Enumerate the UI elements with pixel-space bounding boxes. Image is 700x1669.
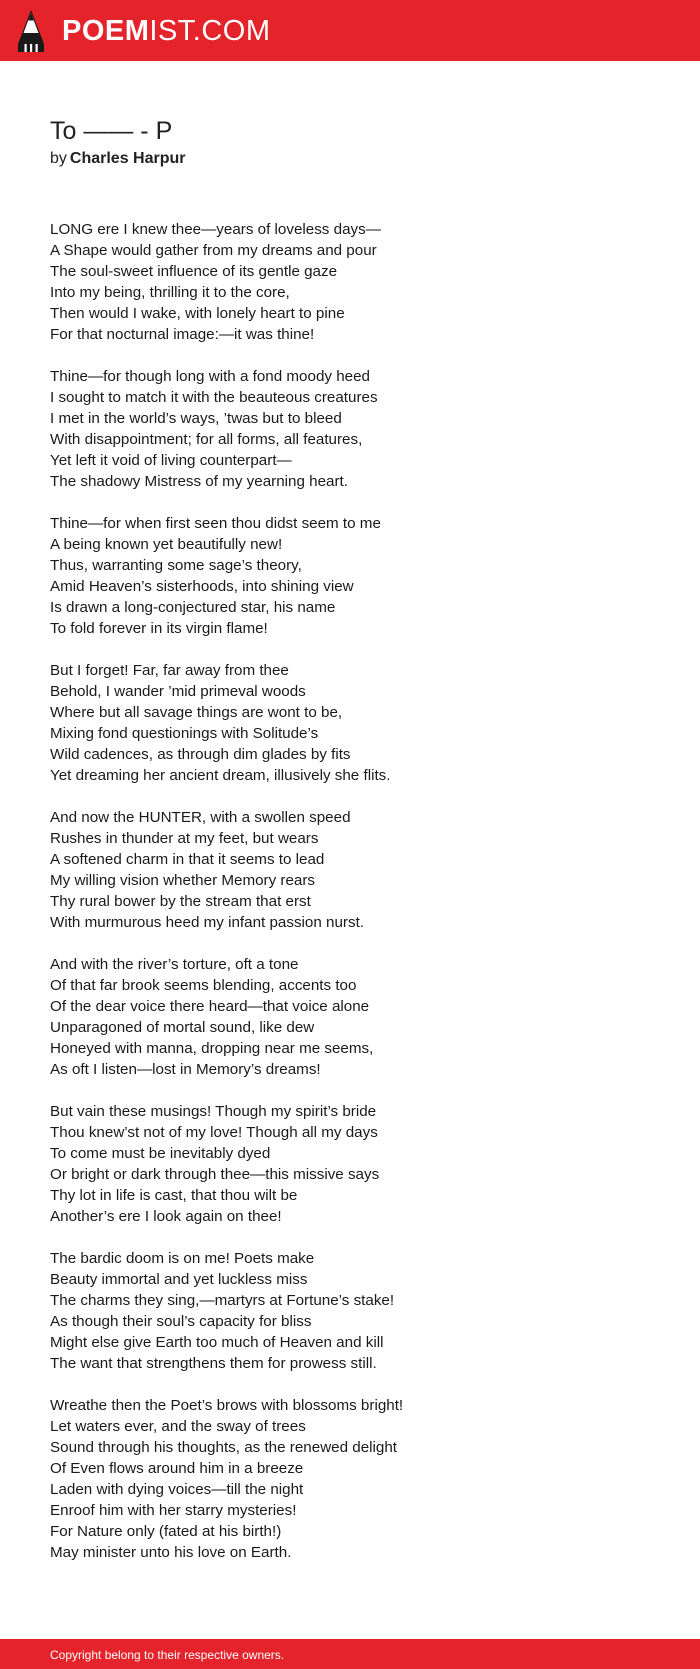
pencil-icon <box>18 10 44 52</box>
poem-body <box>50 219 650 1584</box>
poem-line: Thine—for though long with a fond moody heed <box>50 368 370 385</box>
poem-line: I sought to match it with the beauteous creatures <box>50 389 378 406</box>
poem-line: For that nocturnal image:—it was thine! <box>50 326 315 343</box>
poem-line: For Nature only (fated at his birth!) <box>50 1523 282 1540</box>
poem-line: May minister unto his love on Earth. <box>50 1544 292 1561</box>
poem-line: Unparagoned of mortal sound, like dew <box>50 1019 315 1036</box>
poem-line: Enroof him with her starry mysteries! <box>50 1502 297 1519</box>
logo-wordmark-light: IST.COM <box>149 14 271 47</box>
poem-stanza <box>50 1248 650 1374</box>
poem-stanza <box>50 954 650 1080</box>
poem-line: The shadowy Mistress of my yearning heart. <box>50 473 348 490</box>
poem-line: To come must be inevitably dyed <box>50 1145 271 1162</box>
by-label: by <box>50 150 67 167</box>
poem-line: I met in the world’s ways, ’twas but to bleed <box>50 410 342 427</box>
poem-line: Of that far brook seems blending, accents too <box>50 977 357 994</box>
poem-line: Thy lot in life is cast, that thou wilt be <box>50 1187 298 1204</box>
poem-line: Yet left it void of living counterpart— <box>50 452 292 469</box>
poem-line: Sound through his thoughts, as the renewed delight <box>50 1439 398 1456</box>
poem-line: Wreathe then the Poet’s brows with blossoms bright! <box>50 1397 404 1414</box>
poem-line: Another’s ere I look again on thee! <box>50 1208 282 1225</box>
poem-line: As though their soul’s capacity for bliss <box>50 1313 312 1330</box>
poem-line: Laden with dying voices—till the night <box>50 1481 304 1498</box>
poem-line: Or bright or dark through thee—this missive says <box>50 1166 380 1183</box>
poem-line: Wild cadences, as through dim glades by fits <box>50 746 351 763</box>
poem-line: Thus, warranting some sage’s theory, <box>50 557 302 574</box>
poem-byline <box>50 149 186 169</box>
poem-line: Where but all savage things are wont to be, <box>50 704 343 721</box>
poem-line: But vain these musings! Though my spirit’s bride <box>50 1103 377 1120</box>
poem-line: A softened charm in that it seems to lead <box>50 851 325 868</box>
poem-stanza <box>50 366 650 492</box>
poem-line: And with the river’s torture, oft a tone <box>50 956 299 973</box>
poem-line: Yet dreaming her ancient dream, illusively she flits. <box>50 767 391 784</box>
poem-line: Mixing fond questionings with Solitude’s <box>50 725 319 742</box>
poem-line: Thou knew’st not of my love! Though all my days <box>50 1124 378 1141</box>
poem-line: And now the HUNTER, with a swollen speed <box>50 809 351 826</box>
poem-line: Thine—for when first seen thou didst seem to me <box>50 515 381 532</box>
poem-line: Of the dear voice there heard—that voice alone <box>50 998 370 1015</box>
poem-stanza <box>50 513 650 639</box>
poem-line: A Shape would gather from my dreams and pour <box>50 242 377 259</box>
poem-stanza <box>50 219 650 345</box>
poem-line: Rushes in thunder at my feet, but wears <box>50 830 319 847</box>
poem-stanza <box>50 807 650 933</box>
poem-stanza <box>50 1395 650 1563</box>
copyright-notice: Copyright belong to their respective owners. <box>50 1648 285 1662</box>
poem-line: As oft I listen—lost in Memory’s dreams! <box>50 1061 321 1078</box>
site-footer <box>0 1639 700 1669</box>
poem-line: Thy rural bower by the stream that erst <box>50 893 311 910</box>
poem-line: A being known yet beautifully new! <box>50 536 283 553</box>
poem-line: The charms they sing,—martyrs at Fortune’s stake! <box>50 1292 395 1309</box>
logo-wordmark <box>62 14 271 47</box>
poem-line: Might else give Earth too much of Heaven and kill <box>50 1334 384 1351</box>
poem-line: But I forget! Far, far away from thee <box>50 662 289 679</box>
poem-line: Let waters ever, and the sway of trees <box>50 1418 306 1435</box>
poem-line: With disappointment; for all forms, all features, <box>50 431 363 448</box>
poem-line: Into my being, thrilling it to the core, <box>50 284 290 301</box>
poem-line: Then would I wake, with lonely heart to pine <box>50 305 345 322</box>
logo-wordmark-bold: POEM <box>62 14 150 47</box>
poem-stanza <box>50 1101 650 1227</box>
poem-line: Beauty immortal and yet luckless miss <box>50 1271 308 1288</box>
poem-line: Of Even flows around him in a breeze <box>50 1460 304 1477</box>
poem-line: To fold forever in its virgin flame! <box>50 620 268 637</box>
poem-line: The want that strengthens them for prowess still. <box>50 1355 377 1372</box>
poem-title: To —— - P <box>50 117 173 145</box>
poem-line: LONG ere I knew thee—years of loveless days— <box>50 221 381 238</box>
poem-stanza <box>50 660 650 786</box>
poem-line: My willing vision whether Memory rears <box>50 872 316 889</box>
poem-line: The bardic doom is on me! Poets make <box>50 1250 315 1267</box>
poem-line: The soul-sweet influence of its gentle gaze <box>50 263 338 280</box>
poem-line: Is drawn a long-conjectured star, his name <box>50 599 336 616</box>
poem-line: Honeyed with manna, dropping near me seems, <box>50 1040 374 1057</box>
site-logo-link[interactable] <box>18 10 271 52</box>
author-name: Charles Harpur <box>69 150 186 167</box>
poem-line: Amid Heaven’s sisterhoods, into shining view <box>50 578 354 595</box>
site-header <box>0 0 700 61</box>
poem-line: With murmurous heed my infant passion nurst. <box>50 914 365 931</box>
poem-line: Behold, I wander ’mid primeval woods <box>50 683 306 700</box>
